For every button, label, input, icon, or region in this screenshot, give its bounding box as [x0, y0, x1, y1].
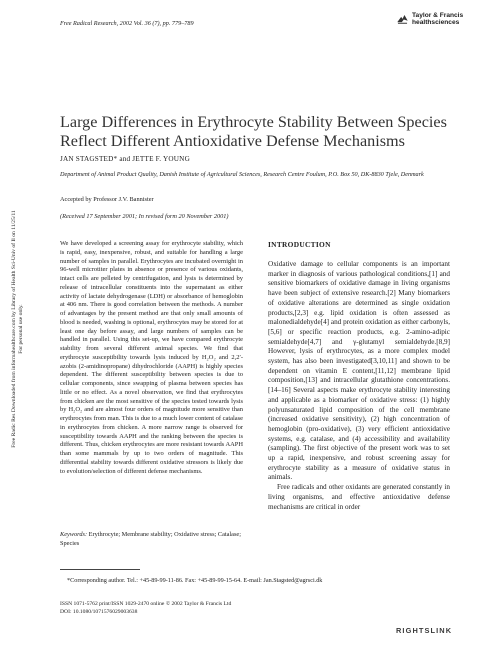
- doi-line: DOI: 10.1080/1071576029003638: [60, 608, 138, 615]
- corresponding-author-footnote: *Corresponding author. Tel.: +45-89-99-11-86. Fax: +45-89-99-15-64. E-mail: Jan.Stagsted@agrsci.dk: [67, 577, 323, 584]
- article-authors: JAN STAGSTED* and JETTE F. YOUNG: [60, 155, 190, 163]
- section-heading-introduction: INTRODUCTION: [268, 240, 331, 249]
- download-notice: [11, 199, 25, 459]
- author-affiliation: Department of Animal Product Quality, Danish Institute of Agricultural Sciences, Research Centre Foulum, P.O. Box 50, DK-8830 Tjele, Denmark: [60, 171, 424, 178]
- received-dates: (Received 17 September 2001; In revised form 20 November 2001): [60, 213, 229, 220]
- keywords-label: Keywords:: [60, 531, 88, 538]
- footnote-divider: [60, 569, 140, 570]
- issn-line: ISSN 1071-5762 print/ISSN 1029-2470 online © 2002 Taylor & Francis Ltd: [60, 601, 232, 607]
- publication-info: [60, 601, 231, 616]
- download-notice-line: Free Radic Res Downloaded from informahealthcare.com by Library of Health Sci-Univ of Il on 11/25/11: [11, 210, 17, 448]
- introduction-body: [268, 260, 450, 512]
- publisher-subtitle: healthsciences: [412, 19, 460, 27]
- article-title: Large Differences in Erythrocyte Stability Between Species Reflect Different Antioxidative Defense Mechanisms: [60, 113, 447, 150]
- introduction-paragraph-1: Oxidative damage to cellular components is an important marker in diagnosis of various pathological conditions,[1] and sensitive biomarkers of oxidative damage in living organisms have been subject of extensive research.[2] Many biomarkers of oxidative alterations are determined as single oxidation products,[2,3] e.g. lipid oxidation is often assessed as malonedialdehyde[4] and protein oxidation as either carbonyls,[5,6] or specific reaction products, e.g. 2-amino-adipic semialdehyde[4,7] and γ-glutamyl semialdehyde.[8,9] However, lysis of erythrocytes, as a more complex model system, has also been investigated[3,10,11] and shown to be dependent on vitamin E content,[11,12] membrane lipid composition,[13] and intracellular glutathione concentrations.[14–16] Several aspects make erythrocyte stability interesting and applicable as a biomarker of oxidative stress: (1) highly polyunsaturated lipid composition of the cell membrane (increased oxidative sensitivity), (2) high concentration of hemoglobin (pro-oxidative), (3) very efficient antioxidative systems, e.g. catalase, and (4) accessibility and availability (sampling). The first objective of the present work was to set up a rapid, inexpensive, and robust screening assay for erythrocyte stability as a measure of oxidative status in animals.: [268, 260, 450, 482]
- accepted-by: Accepted by Professor J.V. Bannister: [60, 196, 154, 203]
- introduction-paragraph-2: Free radicals and other oxidants are generated constantly in living organisms, and effective antioxidative defense mechanisms are critical in order: [268, 483, 450, 511]
- personal-use-note: For personal use only.: [18, 304, 24, 354]
- rightslink-logo-icon[interactable]: RIGHTSLINK: [396, 626, 453, 635]
- journal-citation: Free Radical Research, 2002 Vol. 36 (7), pp. 779–789: [60, 20, 194, 27]
- keywords-list: Erythrocyte; Membrane stability; Oxidative stress; Catalase; Species: [60, 531, 241, 547]
- publisher-name: Taylor & Francis: [412, 12, 464, 19]
- abstract-text: We have developed a screening assay for erythrocyte stability, which is rapid, easy, inexpensive, robust, and suitable for handling a large number of samples in parallel. Erythrocytes are incubated overnight in 96-well microtiter plates in absence or presence of various oxidants, intact cells are pelleted by centrifugation, and lysis is determined by release of intracellular constituents into the supernatant as either activity of lactate dehydrogenase (LDH) or absorbance of hemoglobin at 406 nm. There is good correlation between the methods. A number of advantages by the present method are that only small amounts of blood is needed, washing is optional, erythrocytes may be stored for at least one day before assay, and large numbers of samples can be handled in parallel. Using this set-up, we have compared erythrocyte stability from several different animal species. We find that erythrocyte susceptibility towards lysis induced by H₂O₂ and 2,2′-azobis (2-amidinopropane) dihydrochloride (AAPH) is highly species dependent. The different susceptibility between species is due to cellular components, since swapping of plasma between species has little or no effect. As a novel observation, we find that erythrocytes from chicken are the most sensitive of the species tested towards lysis by H₂O₂ and are almost four orders of magnitude more sensitive than erythrocytes from man. This is due to a much lower content of catalase in erythrocytes from chicken. A more narrow range is observed for susceptibility towards AAPH and the ranking between the species is different. Thus, chicken erythrocytes are more resistant towards AAPH than some mammals by up to two orders of magnitude. This differential stability towards different oxidative stressors is likely due to evolution/selection of different defense mechanisms.: [60, 240, 243, 475]
- taylor-francis-logo-icon: [396, 13, 409, 26]
- publisher-logo[interactable]: [396, 12, 463, 27]
- keywords: [60, 531, 243, 548]
